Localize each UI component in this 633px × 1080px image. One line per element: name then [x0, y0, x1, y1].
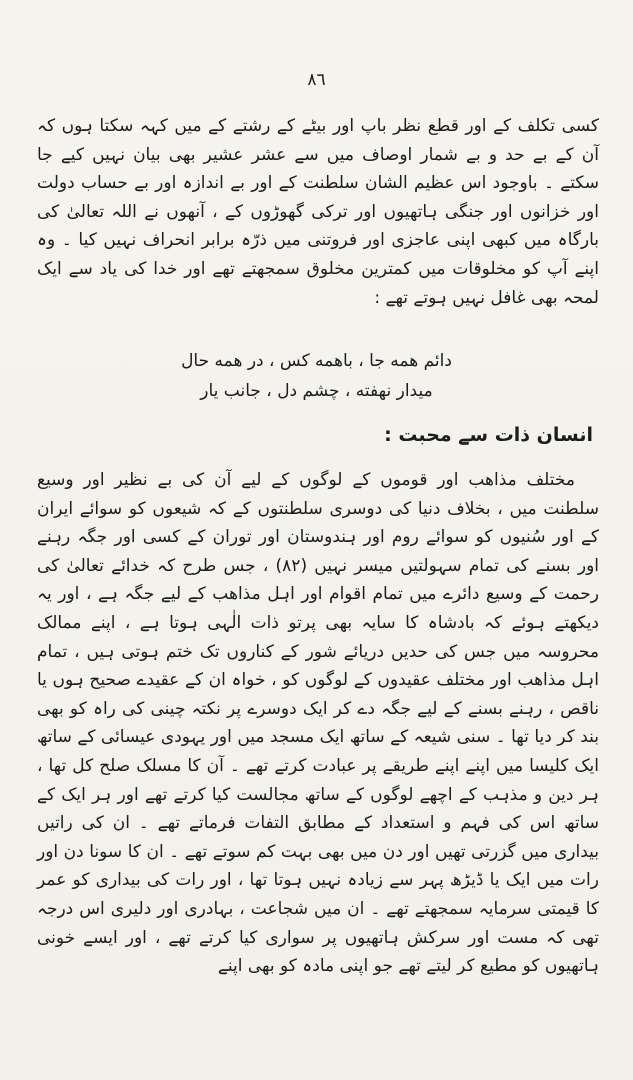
persian-verse	[0, 346, 633, 406]
page-number: ٨٦	[307, 70, 326, 90]
verse-line-1: دائم همه جا ، باهمه کس ، در همه حال	[181, 351, 452, 371]
section-heading: انسان ذات سے محبت :	[384, 424, 593, 446]
paragraph-1: کسی تکلف کے اور قطع نظر باپ اور بیٹے کے رشتے کے میں کہہ سکتا ہوں کہ آن کے بے حد و بے شمار اوصاف میں سے عشر عشیر بھی بیان نہیں کیے جا سکتے ۔ باوجود اس عظیم الشان سلطنت کے اور بے اندازہ اور بے حساب دولت اور خزانوں اور جنگی ہاتھیوں اور ترکی گھوڑوں کے ، آنھوں نے اللہ تعالیٰ کی بارگاہ میں کبھی اپنی عاجزی اور فروتنی میں ذرّہ برابر انحراف نہیں کیا ۔ وہ اپنے آپ کو مخلوقات میں کمترین مخلوق سمجھتے تھے اور خدا کی یاد سے ایک لمحہ بھی غافل نہیں ہوتے تھے :	[37, 116, 599, 308]
verse-line-2: میدار نهفته ، چشم دل ، جانب یار	[200, 381, 433, 401]
paragraph-2: مختلف مذاھب اور قوموں کے لوگوں کے لیے آن کی بے نظیر اور وسیع سلطنت میں ، بخلاف دنیا کی دوسری سلطنتوں کے کہ شیعوں کو سوائے ایران کے اور سُنیوں کو سوائے روم اور ہندوستان اور توران کے کسی اور جگہ رہنے اور بسنے کی تمام سہولتیں میسر نہیں (٨٢) ، جس طرح کہ خدائے تعالیٰ کی رحمت کے وسیع دائرے میں تمام اقوام اور اہل مذاھب کے لیے جگہ ہے ، اور یہ دیکھتے ہوئے کہ بادشاہ کا سایہ بھی پرتو ذات الٰہی ہوتا ہے ، اپنے ممالک محروسہ میں جس کی حدیں دریائے شور کے کناروں تک ختم ہوتی ہیں ، تمام اہل مذاھب اور مختلف عقیدوں کے لوگوں کو ، خواہ ان کے عقیدے صحیح ہوں یا ناقص ، رہنے بسنے کے لیے جگہ دے کر ایک دوسرے پر نکتہ چینی کی راہ کو بھی بند کر دیا تھا ۔ سنی شیعہ کے ساتھ ایک مسجد میں اور یہودی عیسائی کے ساتھ ایک کلیسا میں اپنے اپنے طریقے پر عبادت کرتے تھے ۔ آن کا مسلک صلح کل تھا ، ہر دین و مذہب کے اچھے لوگوں کے ساتھ مجالست کیا کرتے تھے اور ہر ایک کے ساتھ اس کی فہم و استعداد کے مطابق التفات فرماتے تھے ۔ ان کی راتیں بیداری میں گزرتی تھیں اور دن میں بھی بہت کم سوتے تھے ۔ ان کا سونا دن اور رات میں ایک یا ڈیڑھ پہر سے زیادہ نہیں ہوتا تھا ، اور رات کی بیداری کو عمر کا قیمتی سرمایہ سمجھتے تھے ۔ ان میں شجاعت ، بہادری اور دلیری اس درجہ تھی کہ مست اور سرکش ہاتھیوں پر سواری کیا کرتے تھے ، اور ایسے خونی ہاتھیوں کو مطیع کر لیتے تھے جو اپنی مادہ کو بھی اپنے	[37, 470, 599, 977]
